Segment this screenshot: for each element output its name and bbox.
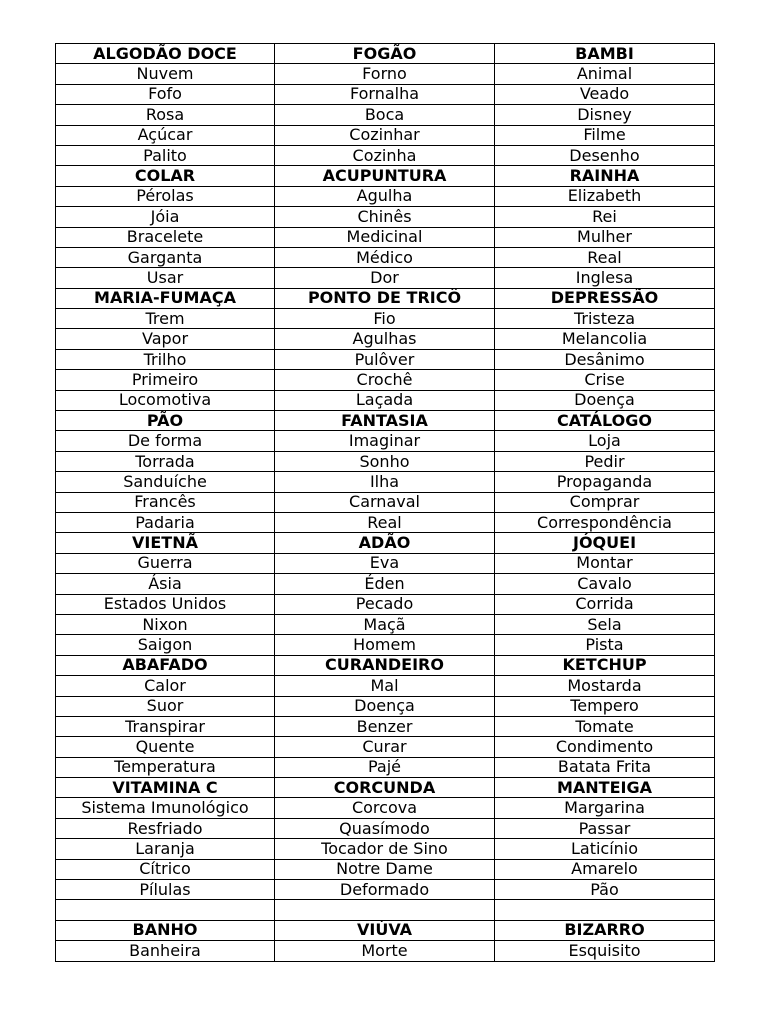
category-title: KETCHUP [495, 655, 715, 675]
category-title: JÓQUEI [495, 533, 715, 553]
word-cell: Loja [495, 431, 715, 451]
table-row [56, 451, 715, 471]
word-cell [56, 900, 275, 920]
word-cell: Rei [495, 207, 715, 227]
word-cell: Temperatura [56, 757, 275, 777]
table-row [56, 64, 715, 84]
word-cell: Tempero [495, 696, 715, 716]
table-row [56, 553, 715, 573]
word-cell: Tristeza [495, 309, 715, 329]
table-row [56, 737, 715, 757]
word-cell: Açúcar [56, 125, 275, 145]
table-row [56, 105, 715, 125]
table-row [56, 676, 715, 696]
category-header-row [56, 44, 715, 64]
category-header-row [56, 411, 715, 431]
word-cell: Mostarda [495, 676, 715, 696]
table-row [56, 227, 715, 247]
category-title: ACUPUNTURA [275, 166, 495, 186]
word-cell: Nixon [56, 614, 275, 634]
word-cell: Inglesa [495, 268, 715, 288]
word-cell: Chinês [275, 207, 495, 227]
category-header-row [56, 778, 715, 798]
table-row [56, 635, 715, 655]
category-title: VIÚVA [275, 920, 495, 940]
word-cell: Suor [56, 696, 275, 716]
word-cell [495, 900, 715, 920]
word-cell: Pajé [275, 757, 495, 777]
category-title: CURANDEIRO [275, 655, 495, 675]
word-cell: Estados Unidos [56, 594, 275, 614]
word-cell: Tocador de Sino [275, 839, 495, 859]
word-cell: Tomate [495, 716, 715, 736]
word-cell: Padaria [56, 512, 275, 532]
category-title: FOGÃO [275, 44, 495, 64]
word-cell: Jóia [56, 207, 275, 227]
word-cell: Corrida [495, 594, 715, 614]
word-cell: Primeiro [56, 370, 275, 390]
word-cell: Passar [495, 818, 715, 838]
word-cell: Animal [495, 64, 715, 84]
table-row [56, 431, 715, 451]
word-cell: Dor [275, 268, 495, 288]
category-title: BAMBI [495, 44, 715, 64]
table-row [56, 574, 715, 594]
word-cell: Real [495, 247, 715, 267]
word-cell: Desânimo [495, 349, 715, 369]
table-row [56, 798, 715, 818]
word-cell: Batata Frita [495, 757, 715, 777]
category-header-row [56, 655, 715, 675]
word-cell: Pecado [275, 594, 495, 614]
word-cell: Trem [56, 309, 275, 329]
word-cell: Melancolia [495, 329, 715, 349]
word-cell: Trilho [56, 349, 275, 369]
word-cell: Fornalha [275, 84, 495, 104]
word-cell: Crochê [275, 370, 495, 390]
word-cell: Esquisito [495, 941, 715, 961]
word-cell: Doença [495, 390, 715, 410]
category-header-row [56, 533, 715, 553]
word-cell: Cozinha [275, 145, 495, 165]
word-cell: Saigon [56, 635, 275, 655]
word-cell: Pulôver [275, 349, 495, 369]
word-cell: Correspondência [495, 512, 715, 532]
word-cell: Maçã [275, 614, 495, 634]
word-cell: Pedir [495, 451, 715, 471]
category-header-row [56, 920, 715, 940]
table-row [56, 880, 715, 900]
category-title: MANTEIGA [495, 778, 715, 798]
table-row [56, 859, 715, 879]
category-title: PONTO DE TRICÔ [275, 288, 495, 308]
word-cell: Corcova [275, 798, 495, 818]
table-row [56, 145, 715, 165]
word-cell: Eva [275, 553, 495, 573]
category-title: FANTASIA [275, 411, 495, 431]
word-cell: Quente [56, 737, 275, 757]
word-cell: Imaginar [275, 431, 495, 451]
word-cell: Sistema Imunológico [56, 798, 275, 818]
word-cell: Calor [56, 676, 275, 696]
word-cell: Ásia [56, 574, 275, 594]
word-cell: Nuvem [56, 64, 275, 84]
word-cell: Comprar [495, 492, 715, 512]
word-cell: Curar [275, 737, 495, 757]
category-title: BANHO [56, 920, 275, 940]
word-cell: Pílulas [56, 880, 275, 900]
table-row [56, 472, 715, 492]
category-title: ALGODÃO DOCE [56, 44, 275, 64]
word-cell: De forma [56, 431, 275, 451]
word-cell: Cítrico [56, 859, 275, 879]
table-row [56, 614, 715, 634]
word-cell: Crise [495, 370, 715, 390]
word-cell: Carnaval [275, 492, 495, 512]
word-cell: Garganta [56, 247, 275, 267]
word-cell: Pérolas [56, 186, 275, 206]
category-title: CATÁLOGO [495, 411, 715, 431]
word-association-table [55, 43, 715, 962]
word-cell: Notre Dame [275, 859, 495, 879]
table-row [56, 757, 715, 777]
word-cell: Laranja [56, 839, 275, 859]
table-row [56, 186, 715, 206]
word-cell: Bracelete [56, 227, 275, 247]
word-cell: Propaganda [495, 472, 715, 492]
word-cell: Amarelo [495, 859, 715, 879]
category-title: VITAMINA C [56, 778, 275, 798]
word-cell: Rosa [56, 105, 275, 125]
word-cell: Cavalo [495, 574, 715, 594]
table-row [56, 696, 715, 716]
word-cell: Real [275, 512, 495, 532]
table-row [56, 492, 715, 512]
word-cell: Filme [495, 125, 715, 145]
word-cell: Cozinhar [275, 125, 495, 145]
word-cell: Vapor [56, 329, 275, 349]
word-cell: Boca [275, 105, 495, 125]
table-row [56, 329, 715, 349]
word-cell: Desenho [495, 145, 715, 165]
table-row [56, 594, 715, 614]
word-cell: Usar [56, 268, 275, 288]
table-row [56, 349, 715, 369]
table-row [56, 247, 715, 267]
table-row [56, 390, 715, 410]
category-title: ADÃO [275, 533, 495, 553]
word-cell: Banheira [56, 941, 275, 961]
word-cell: Sonho [275, 451, 495, 471]
category-header-row [56, 166, 715, 186]
word-cell: Condimento [495, 737, 715, 757]
category-title: PÃO [56, 411, 275, 431]
word-cell [275, 900, 495, 920]
table-row [56, 370, 715, 390]
word-cell: Disney [495, 105, 715, 125]
table-row [56, 125, 715, 145]
word-cell: Ilha [275, 472, 495, 492]
table-row [56, 900, 715, 920]
word-cell: Sela [495, 614, 715, 634]
word-cell: Fio [275, 309, 495, 329]
word-cell: Éden [275, 574, 495, 594]
word-cell: Doença [275, 696, 495, 716]
word-cell: Agulha [275, 186, 495, 206]
word-cell: Margarina [495, 798, 715, 818]
category-title: VIETNÃ [56, 533, 275, 553]
word-cell: Deformado [275, 880, 495, 900]
table-body [56, 44, 715, 962]
word-cell: Pista [495, 635, 715, 655]
word-cell: Resfriado [56, 818, 275, 838]
word-cell: Quasímodo [275, 818, 495, 838]
category-title: COLAR [56, 166, 275, 186]
category-header-row [56, 288, 715, 308]
word-cell: Montar [495, 553, 715, 573]
word-cell: Palito [56, 145, 275, 165]
table-row [56, 941, 715, 961]
table-row [56, 268, 715, 288]
word-cell: Veado [495, 84, 715, 104]
word-cell: Medicinal [275, 227, 495, 247]
table-row [56, 207, 715, 227]
category-title: BIZARRO [495, 920, 715, 940]
table-row [56, 716, 715, 736]
word-cell: Benzer [275, 716, 495, 736]
category-title: ABAFADO [56, 655, 275, 675]
word-cell: Médico [275, 247, 495, 267]
word-cell: Guerra [56, 553, 275, 573]
word-cell: Francês [56, 492, 275, 512]
word-cell: Laçada [275, 390, 495, 410]
category-title: RAINHA [495, 166, 715, 186]
category-title: MARIA-FUMAÇA [56, 288, 275, 308]
category-title: DEPRESSÃO [495, 288, 715, 308]
table-row [56, 512, 715, 532]
word-cell: Agulhas [275, 329, 495, 349]
word-cell: Homem [275, 635, 495, 655]
word-cell: Morte [275, 941, 495, 961]
word-cell: Mal [275, 676, 495, 696]
category-title: CORCUNDA [275, 778, 495, 798]
word-cell: Pão [495, 880, 715, 900]
word-cell: Elizabeth [495, 186, 715, 206]
word-cell: Laticínio [495, 839, 715, 859]
table-row [56, 839, 715, 859]
word-cell: Fofo [56, 84, 275, 104]
table-row [56, 309, 715, 329]
table-row [56, 818, 715, 838]
word-cell: Locomotiva [56, 390, 275, 410]
word-cell: Mulher [495, 227, 715, 247]
word-cell: Torrada [56, 451, 275, 471]
table-row [56, 84, 715, 104]
word-cell: Forno [275, 64, 495, 84]
word-cell: Transpirar [56, 716, 275, 736]
word-cell: Sanduíche [56, 472, 275, 492]
